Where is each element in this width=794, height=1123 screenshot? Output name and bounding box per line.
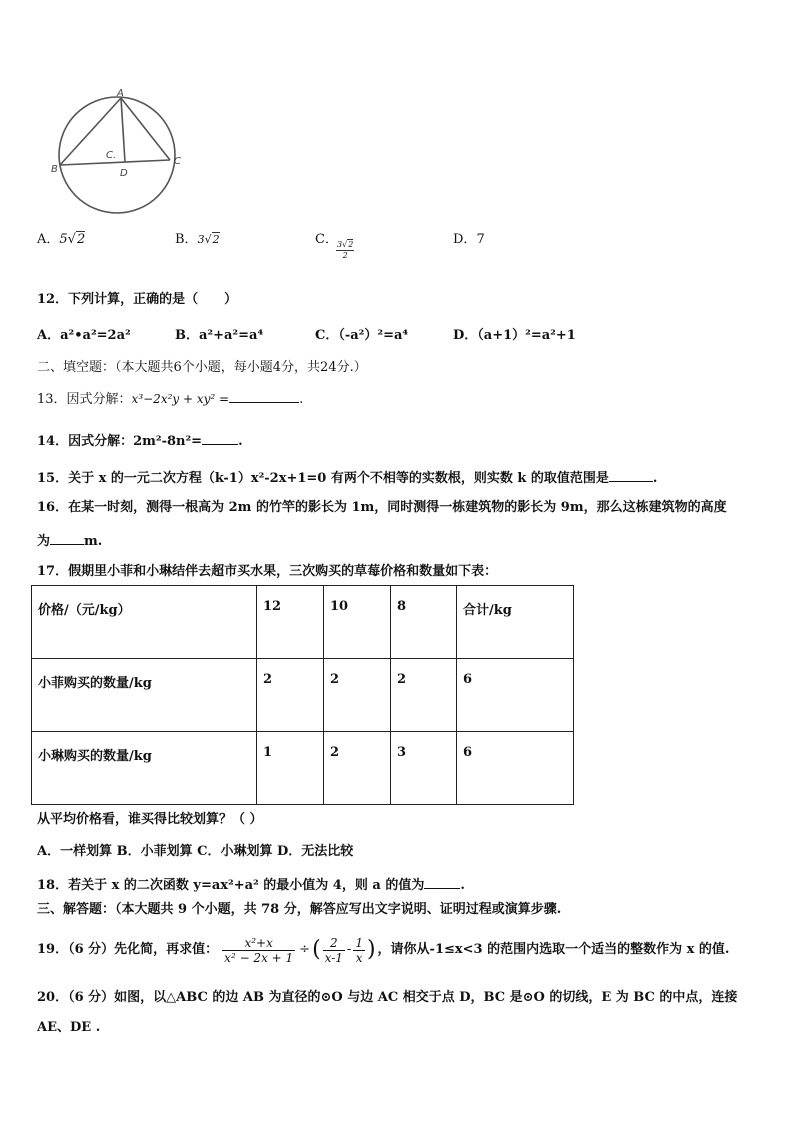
left-paren-icon: (: [312, 937, 321, 962]
table-header-row: [32, 586, 574, 659]
q12-option-c-letter: C．: [315, 328, 339, 343]
q12-option-d-letter: D．: [453, 328, 478, 343]
figure-label-center: C.: [106, 150, 117, 161]
q14: [37, 432, 243, 450]
table-cell: 2: [324, 732, 391, 805]
q19-fraction-3: [353, 936, 365, 965]
q19-fraction-1: [222, 936, 295, 965]
q16-line2-suffix: m.: [84, 534, 103, 549]
table-cell: 2: [324, 659, 391, 732]
q12-option-b-text: a²+a²=a⁴: [199, 328, 264, 343]
q11-option-a-letter: A．: [37, 232, 60, 247]
q11-option-c-den: 2: [342, 251, 348, 260]
q19-minus: -: [346, 942, 352, 957]
q12-stem: 12．下列计算，正确的是（ ）: [37, 292, 238, 307]
q11-option-c-num-coef: 3: [337, 240, 343, 249]
table-cell: 小琳购买的数量/kg: [32, 732, 257, 805]
table-cell: 6: [457, 659, 574, 732]
figure-label-a: A: [117, 88, 124, 99]
q11-option-b-coef: 3: [197, 233, 205, 246]
table-cell: 8: [391, 586, 457, 659]
circle-triangle-figure: [48, 84, 198, 214]
figure-side-ac: [121, 98, 170, 160]
q11-option-b[interactable]: [175, 232, 220, 248]
q16-line2: [37, 532, 102, 550]
q12-option-d-text: （a+1）²=a²+1: [477, 328, 576, 343]
q11-option-d-letter: D．: [453, 232, 477, 247]
table-row: [32, 659, 574, 732]
sqrt-icon: √: [204, 233, 212, 246]
q14-prefix: 14．因式分解：2m²-8n²=: [37, 434, 203, 449]
q12-option-a-text: a²•a²=2a²: [60, 328, 131, 343]
q12-option-b-letter: B．: [175, 328, 199, 343]
q19-frac2-den: x-1: [324, 950, 343, 965]
q12-option-a-letter: A．: [37, 328, 61, 343]
q17-options[interactable]: A．一样划算 B．小菲划算 C．小琳划算 D．无法比较: [37, 844, 354, 859]
q14-suffix: .: [238, 434, 243, 449]
table-cell: 合计/kg: [457, 586, 574, 659]
q15-answer-blank[interactable]: [609, 469, 653, 482]
q18-prefix: 18．若关于 x 的二次函数 y=ax²+a² 的最小值为 4，则 a 的值为: [37, 878, 425, 893]
q19-frac2-num: 2: [323, 936, 345, 951]
q20-line2: AE、DE .: [37, 1020, 101, 1035]
q17-question: 从平均价格看，谁买得比较划算？（ ）: [37, 812, 263, 827]
table-cell: 1: [257, 732, 324, 805]
q19-frac3-num: 1: [355, 935, 363, 950]
q13: [37, 390, 303, 408]
q12-option-b[interactable]: [175, 328, 263, 344]
q17-stem: 17．假期里小菲和小琳结伴去超市买水果，三次购买的草莓价格和数量如下表：: [37, 564, 498, 579]
q11-option-c-fraction: [336, 240, 354, 261]
table-cell: 2: [257, 659, 324, 732]
figure-circle: [59, 97, 175, 213]
q19-frac3-den: x: [355, 950, 363, 965]
q13-expr: x³−2x²y + xy² =: [131, 392, 230, 406]
table-cell: 价格/（元/kg）: [32, 586, 257, 659]
sqrt-icon: √: [342, 240, 348, 249]
q19-prefix: 19．（6 分）先化简，再求值：: [37, 942, 219, 957]
table-cell: 2: [391, 659, 457, 732]
q16-line1: 16．在某一时刻，测得一根高为 2m 的竹竿的影长为 1m，同时测得一栋建筑物的影长为 9m，那么这栋建筑物的高度: [37, 500, 727, 515]
figure-label-b: B: [51, 164, 58, 175]
figure-label-c: C: [174, 156, 181, 167]
q19-frac1-num: x²+x: [222, 936, 295, 951]
table-cell: 10: [324, 586, 391, 659]
q11-option-b-letter: B．: [175, 232, 198, 247]
section2-heading: 二、填空题：（本大题共6个小题，每小题4分，共24分.）: [37, 360, 367, 375]
q11-option-a[interactable]: [37, 232, 85, 248]
q12-option-c-text: （-a²）²=a⁴: [338, 328, 409, 343]
figure-label-d: D: [120, 168, 128, 179]
q19-frac1-den: x² − 2x + 1: [224, 950, 294, 965]
q11-option-a-radicand: 2: [76, 232, 86, 247]
q13-answer-blank[interactable]: [229, 390, 299, 403]
q11-option-b-radicand: 2: [212, 233, 220, 246]
q18-suffix: .: [460, 878, 465, 893]
table-cell: 3: [391, 732, 457, 805]
q12-option-d[interactable]: [453, 328, 576, 344]
q13-suffix: .: [299, 392, 304, 407]
q11-option-c-num-radicand: 2: [348, 240, 354, 249]
q11-option-d-text: 7: [476, 232, 485, 247]
price-quantity-table: [31, 585, 574, 805]
q19-fraction-2: [323, 936, 345, 965]
q19-suffix: ，请你从-1≤x<3 的范围内选取一个适当的整数作为 x 的值.: [377, 942, 730, 957]
q12-option-c[interactable]: [315, 328, 408, 344]
q13-prefix: 13．因式分解：: [37, 392, 132, 407]
q15-suffix: .: [652, 471, 658, 486]
q16-line2-prefix: 为: [37, 534, 51, 549]
q18-answer-blank[interactable]: [424, 876, 460, 889]
figure-altitude-ad: [121, 98, 125, 162]
q19: [37, 930, 729, 970]
q16-answer-blank[interactable]: [50, 532, 84, 545]
section3-heading: 三、解答题：（本大题共 9 个小题，共 78 分，解答应写出文字说明、证明过程或演算步骤.: [37, 902, 562, 917]
q20-line1: 20．（6 分）如图，以△ABC 的边 AB 为直径的⊙O 与边 AC 相交于点 D，BC 是⊙O 的切线，E 为 BC 的中点，连接: [37, 990, 738, 1005]
q14-answer-blank[interactable]: [202, 432, 238, 445]
q11-option-d[interactable]: [453, 232, 485, 248]
table-cell: 6: [457, 732, 574, 805]
q11-option-c[interactable]: [315, 232, 338, 248]
sqrt-icon: √: [67, 232, 76, 247]
table-row: [32, 732, 574, 805]
table-cell: 小菲购买的数量/kg: [32, 659, 257, 732]
q18: [37, 876, 465, 894]
right-paren-icon: ): [366, 937, 376, 962]
q15-prefix: 15．关于 x 的一元二次方程（k-1）x²-2x+1=0 有两个不相等的实数根，则实数 k 的取值范围是: [37, 471, 609, 486]
table-cell: 12: [257, 586, 324, 659]
q11-option-a-coef: 5: [59, 232, 68, 247]
q15: [37, 469, 657, 487]
q19-div: ÷: [299, 942, 311, 957]
q11-option-c-letter: C．: [315, 232, 338, 247]
q12-option-a[interactable]: [37, 328, 131, 344]
